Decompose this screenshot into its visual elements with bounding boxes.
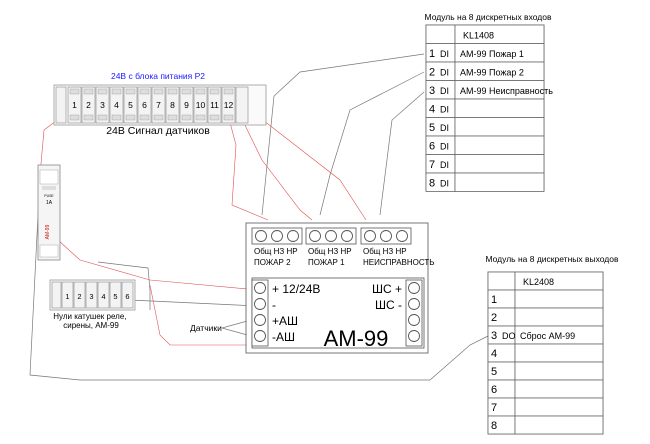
terminal-screw	[112, 115, 121, 120]
terminal-end-cap	[236, 87, 248, 123]
terminal-screw	[126, 115, 135, 120]
module-row-type: DI	[440, 178, 449, 189]
terminal-end-cap	[52, 282, 61, 308]
breaker-bottom	[40, 245, 58, 257]
breaker-brand: PUSE	[44, 194, 54, 198]
breaker-rating: 1A	[45, 200, 53, 206]
terminal-screw	[168, 89, 177, 94]
module-row-type: DI	[440, 141, 449, 152]
module-model: KL1408	[463, 30, 495, 41]
neutral-caption: Нули катушек реле, сирены, АМ-99	[53, 312, 127, 330]
relay-contact-circle	[397, 231, 408, 242]
relay-label-function: ПОЖАР 2	[254, 258, 291, 267]
module-header-cell	[488, 272, 515, 290]
relay-label-contacts: Общ НЗ НР	[254, 247, 298, 256]
input-module-rows	[426, 25, 553, 192]
module-row-number: 4	[429, 103, 436, 116]
module-row-number: 2	[491, 312, 498, 324]
terminal-top-number: 7	[156, 100, 161, 110]
terminal-bottom-number: 3	[89, 292, 94, 301]
module-row-number: 8	[429, 177, 436, 190]
terminal-screw	[182, 89, 191, 94]
module-row-type: DI	[440, 123, 449, 133]
am99-terminal-circle	[255, 299, 266, 310]
terminal-screw	[196, 115, 205, 120]
terminal-top-number: 9	[184, 100, 189, 110]
output-module-rows	[488, 272, 603, 434]
module-row-desc-cell	[455, 155, 544, 174]
module-row-desc-cell	[515, 308, 603, 326]
module-header-cell	[426, 25, 455, 44]
am99-left-terminal-label: -АШ	[272, 330, 295, 344]
am99-terminal-circle	[255, 331, 266, 342]
module-row-desc-cell	[515, 290, 603, 308]
am99-terminal-circle	[255, 315, 266, 326]
am99-terminal-circle	[409, 315, 420, 326]
module-row-number: 6	[429, 140, 436, 153]
terminal-screw	[126, 89, 135, 94]
output-module-title: Модуль на 8 дискретных выходов	[485, 254, 619, 264]
terminal-screw	[210, 89, 219, 94]
terminal-screw	[182, 115, 191, 120]
terminal-top-number: 10	[195, 100, 206, 110]
terminal-screw	[84, 115, 93, 120]
relay-contact-circle	[381, 231, 392, 242]
terminal-top-number: 11	[210, 100, 219, 110]
terminal-top-number: 5	[128, 100, 133, 110]
breaker-top	[40, 170, 58, 184]
terminal-screw	[210, 115, 219, 120]
module-row-desc-cell	[515, 362, 603, 380]
terminal-block-top	[54, 71, 266, 137]
am99-right-terminal-label: ШС -	[375, 298, 402, 312]
terminal-screw	[154, 89, 163, 94]
relay-label-function: ПОЖАР 1	[308, 258, 345, 267]
am99-terminal-circle	[409, 299, 420, 310]
terminal-top-number: 1	[72, 100, 77, 110]
module-row-type: DI	[440, 86, 449, 96]
terminal-screw	[140, 89, 149, 94]
relay-label-function: НЕИСПРАВНОСТЬ	[363, 258, 435, 267]
am99-terminal-circle	[409, 283, 420, 294]
terminal-screw	[224, 89, 233, 94]
terminal-block-bottom	[50, 280, 135, 330]
terminal-screw	[112, 89, 121, 94]
terminal-end-cap	[56, 87, 66, 123]
module-row-description: АМ-99 Пожар 2	[460, 67, 524, 78]
terminal-screw	[224, 115, 233, 120]
terminal-screw	[98, 115, 107, 120]
module-row-number: 7	[491, 402, 498, 414]
module-row-type: DI	[440, 160, 449, 170]
terminal-bottom-number: 5	[113, 292, 118, 301]
module-row-number: 3	[429, 85, 436, 97]
module-row-description: Сброс АМ-99	[520, 331, 576, 341]
terminal-top-number: 8	[170, 100, 175, 110]
module-row-desc-cell	[455, 118, 544, 137]
terminal-top-number: 6	[142, 100, 147, 110]
terminal-top-number: 3	[100, 100, 105, 110]
module-row-type: DI	[440, 67, 449, 78]
relay-contact-circle	[310, 231, 321, 242]
module-row-desc-cell	[455, 136, 544, 155]
relay-label-contacts: Общ НЗ НР	[308, 247, 352, 256]
terminal-screw	[84, 89, 93, 94]
am99-left-terminal-label: -	[272, 298, 276, 312]
terminal-top-number: 12	[223, 100, 234, 110]
breaker-device-label: АМ-99	[45, 224, 51, 240]
module-row-number: 4	[491, 348, 498, 360]
am99-title: АМ-99	[323, 326, 389, 351]
am99-terminal-circle	[409, 331, 420, 342]
relay-contact-circle	[365, 231, 376, 242]
module-row-type: DI	[440, 104, 449, 115]
module-row-number: 2	[429, 66, 436, 79]
module-row-desc-cell	[515, 380, 603, 398]
module-row-desc-cell	[515, 416, 603, 434]
input-module	[425, 12, 554, 192]
module-row-description: АМ-99 Пожар 1	[460, 49, 524, 59]
relay-label-contacts: Общ НЗ НР	[363, 247, 407, 256]
terminal-screw	[70, 115, 79, 120]
am99-left-terminal-label: + 12/24В	[272, 282, 321, 296]
relay-contact-circle	[256, 231, 267, 242]
module-row-number: 7	[429, 159, 436, 171]
terminal-cells-bottom	[52, 282, 133, 308]
module-model: KL2408	[523, 277, 555, 287]
terminal-top-number: 4	[114, 100, 119, 110]
terminal-top-number: 2	[86, 100, 91, 110]
module-row-number: 6	[491, 384, 498, 396]
module-row-desc-cell	[515, 398, 603, 416]
module-row-description: АМ-99 Неисправность	[460, 86, 553, 96]
relay-contact-circle	[342, 231, 353, 242]
terminal-screw	[168, 115, 177, 120]
module-row-desc-cell	[455, 99, 544, 118]
terminal-screw	[154, 115, 163, 120]
power-source-label: 24В с блока питания Р2	[110, 71, 206, 81]
terminal-screw	[98, 89, 107, 94]
terminal-screw	[70, 89, 79, 94]
module-row-number: 3	[491, 330, 498, 342]
circuit-breaker	[38, 165, 60, 260]
terminal-bottom-number: 1	[65, 292, 70, 301]
breaker-switch	[42, 186, 56, 190]
module-row-number: 5	[491, 366, 498, 378]
signal-caption: 24В Сигнал датчиков	[106, 125, 210, 137]
module-row-number: 1	[429, 48, 436, 60]
sensors-label: Датчики	[190, 323, 222, 333]
module-row-number: 5	[429, 122, 436, 134]
relay-contact-circle	[288, 231, 299, 242]
terminal-bottom-number: 4	[101, 292, 106, 301]
module-row-type: DO	[502, 331, 516, 341]
module-row-number: 8	[491, 420, 498, 432]
module-row-desc-cell	[455, 173, 544, 192]
am99-right-terminal-label: ШС +	[371, 282, 402, 296]
terminal-screw	[140, 115, 149, 120]
terminal-bottom-number: 6	[125, 292, 130, 301]
terminal-screw	[196, 89, 205, 94]
module-row-desc-cell	[515, 344, 603, 362]
am99-left-terminal-label: +АШ	[272, 314, 299, 328]
output-module	[485, 254, 619, 434]
input-module-title: Модуль на 8 дискретных входов	[424, 12, 552, 22]
module-row-type: DI	[440, 49, 449, 59]
am99-terminal-circle	[255, 283, 266, 294]
terminal-bottom-number: 2	[77, 292, 82, 301]
am99-device	[246, 223, 435, 353]
terminal-cells-top	[56, 87, 248, 123]
module-row-number: 1	[491, 294, 498, 306]
relay-contact-circle	[326, 231, 337, 242]
relay-contact-circle	[272, 231, 283, 242]
